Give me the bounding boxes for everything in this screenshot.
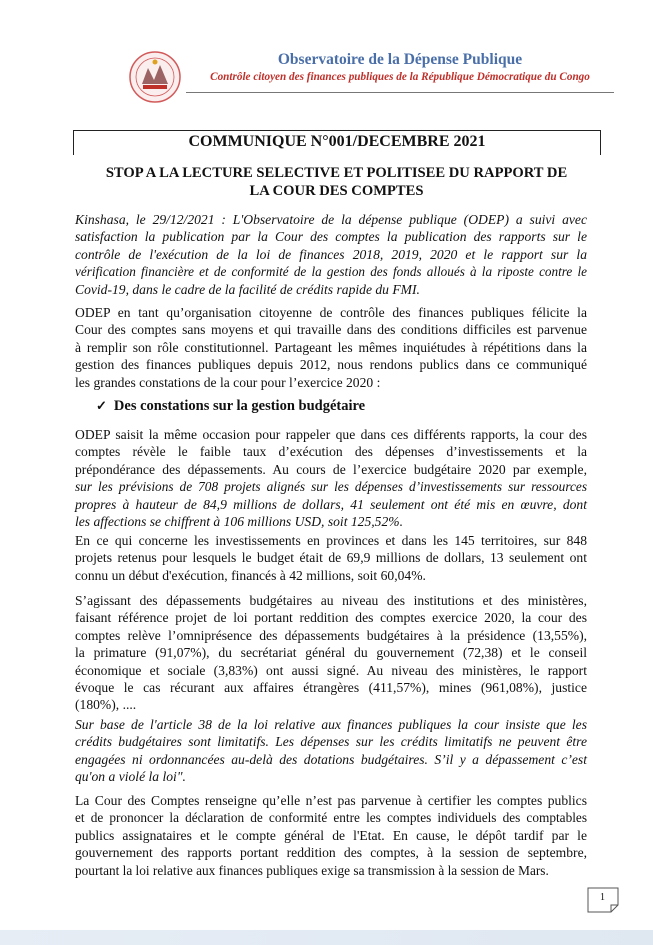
text-line: qu'on a violé la loi". (75, 769, 186, 785)
text-line: satisfaction la publication par la Cour des comptes la publication des rapports sur le (75, 229, 587, 245)
text-line: comptes révèle le faible taux d’exécution des dépenses d’investissements et la (75, 444, 587, 460)
text-line: propres à hauteur de 84,9 millions de dollars, 41 seulement ont été mis en œuvre, dont (75, 496, 587, 512)
text-line: Covid-19, dans le cadre de la facilité de crédits rapide du FMI. (75, 281, 420, 297)
text-line: (180%), .... (75, 697, 137, 713)
checkmark-icon: ✓ (96, 398, 107, 413)
text-line: S’agissant des dépassements budgétaires au niveau des institutions et des ministères, (75, 593, 587, 608)
text-line: comptes relève l’omniprésence des dépassements budgétaires à la présidence (13,55%), (75, 627, 587, 643)
text-line: contrôle de l'exécution de la loi de finances 2018, 2019, 2020 et le rapport sur la (75, 246, 587, 262)
title-line: LA COUR DES COMPTES (249, 183, 424, 199)
text-line: crédits budgétaires sont limitatifs. Les dépenses sur les crédits limitatifs ne peuvent être (75, 734, 587, 750)
paragraph-certification (75, 792, 587, 879)
text-line: les affections se chiffrent à 106 millions USD, soit 125,52%. (75, 514, 403, 530)
paragraph-depassements (75, 592, 587, 714)
text-line: les grandes constations de la cour pour l’exercice 2020 : (75, 374, 381, 390)
paragraph-provinces (75, 532, 587, 584)
page-number: 1 (600, 892, 605, 903)
text-line: gouvernement des rapports portant reddition des comptes, à la session de septembre, (75, 845, 587, 861)
text-line: Cour des comptes sans moyens et qui travaille dans des conditions difficiles est parvenue (75, 322, 587, 338)
text-line: publics assignataires et le compte général de l'Etat. En cause, le dépôt tardif par le (75, 827, 587, 843)
paragraph-odep-congrats (75, 304, 587, 391)
text-line: La Cour des Comptes renseigne qu’elle n’est pas parvenue à certifier les comptes publics (75, 793, 587, 808)
text-line: Kinshasa, le 29/12/2021 : L'Observatoire de la dépense publique (ODEP) a suivi avec (75, 212, 587, 227)
communique-number (73, 130, 601, 155)
text-line: En ce qui concerne les investissements en provinces et dans les 145 territoires, sur 848 (75, 533, 587, 548)
header-divider (186, 92, 614, 93)
communique-title (74, 164, 599, 200)
paragraph-constatations (75, 426, 587, 530)
title-line: STOP A LA LECTURE SELECTIVE ET POLITISEE DU RAPPORT DE (105, 165, 568, 181)
paragraph-intro (75, 211, 587, 298)
text-line: gestion des finances publiques depuis 2012, nous rendons publics dans ce communiqué (75, 357, 587, 373)
text-line: pourtant la loi relative aux finances publiques exige sa transmission à la session de Mars. (75, 862, 549, 878)
text-line: Sur base de l'article 38 de la loi relative aux finances publiques la cour insiste que les (75, 717, 587, 732)
section-heading (96, 398, 365, 415)
org-tagline: Contrôle citoyen des finances publiques de la République Démocratique du Congo (210, 71, 590, 83)
text-line: engagées ni ordonnancées au-delà des dotations budgétaires. S’il y a dépassement c’est (75, 751, 587, 767)
viewer-bottom-strip (0, 930, 653, 945)
text-line: sur les prévisions de 708 projets alignés sur les dépenses d’investissements sur ressources (75, 479, 587, 495)
text-line: connu un début d'exécution, financés à 42 millions, soit 60,04%. (75, 567, 426, 583)
text-line: la primature (91,07%), du secrétariat général du gouvernement (72,38) et le conseil (75, 645, 587, 661)
text-line: et de prononcer la déclaration de conformité entre les comptes individuels des comptables (75, 810, 587, 826)
text-line: évoque le cas récurant aux affaires étrangères (411,57%), mines (961,08%), justice (75, 680, 587, 696)
text-line: ODEP en tant qu’organisation citoyenne de contrôle des finances publiques félicite la (75, 305, 587, 320)
text-line: projets retenus pour lesquels le budget était de 69,9 millions de dollars, 13 seulement ont (75, 550, 587, 566)
communique-number-text: COMMUNIQUE N°001/DECEMBRE 2021 (188, 133, 486, 150)
text-line: économique et sociale (3,83%) ont aussi signé. Au niveau des ministères, le rapport (75, 662, 587, 678)
odep-logo-icon (128, 50, 182, 104)
text-line: prépondérance des dépassements. Au cours de l’exercice budgétaire 2020 par exemple, (75, 461, 587, 477)
org-name: Observatoire de la Dépense Publique (277, 51, 523, 68)
text-line: vérification financière et de conformité de la gestion des fonds alloués à la riposte contre le (75, 264, 587, 280)
paragraph-article-38 (75, 716, 587, 786)
text-line: ODEP saisit la même occasion pour rappeler que dans ces différents rapports, la cour des (75, 427, 587, 442)
section-heading-text: Des constations sur la gestion budgétaire (113, 398, 366, 414)
text-line: à remplir son rôle constitutionnel. Partageant les mêmes inquiétudes à répétitions dans la (75, 339, 587, 355)
text-line: faisant référence projet de loi portant reddition des comptes exercice 2020, la cour des (75, 610, 587, 626)
